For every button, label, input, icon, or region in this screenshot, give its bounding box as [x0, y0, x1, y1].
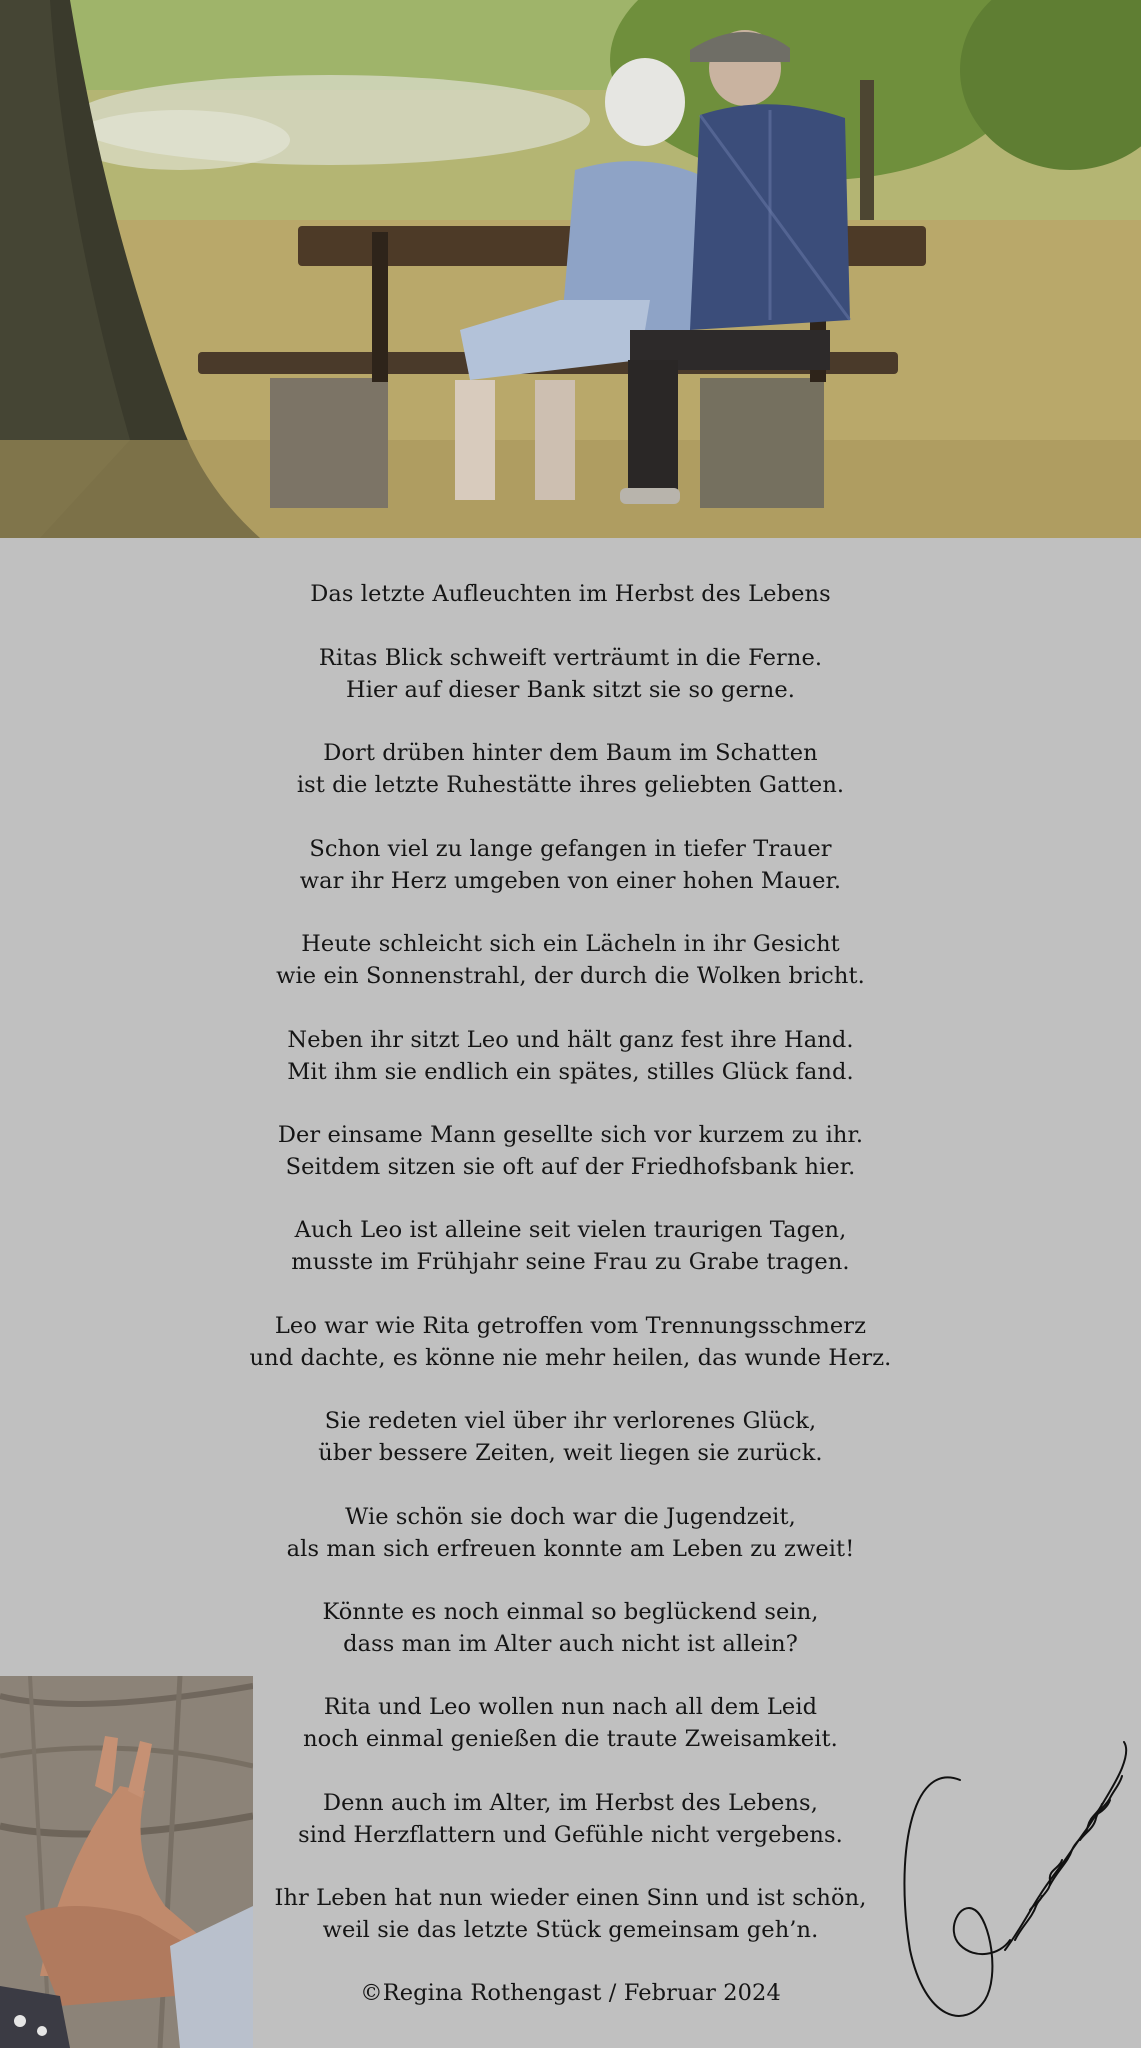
poem-line: Wie schön sie doch war die Jugendzeit, — [345, 1503, 796, 1530]
poem-line: Mit ihm sie endlich ein spätes, stilles Glück fand. — [287, 1058, 854, 1085]
poem-line: Dort drüben hinter dem Baum im Schatten — [323, 740, 818, 767]
poem-stanza-8 — [0, 1310, 1141, 1374]
hands-illustration — [0, 1676, 253, 2048]
signature-watermark — [890, 1720, 1135, 2040]
poem-stanza-4 — [0, 928, 1141, 992]
poem-stanza-3 — [0, 833, 1141, 897]
poem-stanza-7 — [0, 1214, 1141, 1278]
poem-line: Heute schleicht sich ein Lächeln in ihr Gesicht — [301, 931, 840, 958]
signature-logo — [890, 1720, 1135, 2040]
poem-line: Könnte es noch einmal so beglückend sein, — [322, 1598, 819, 1625]
poem-stanza-6 — [0, 1119, 1141, 1183]
poem-line: musste im Frühjahr seine Frau zu Grabe tragen. — [291, 1249, 850, 1276]
poem-line: sind Herzflattern und Gefühle nicht vergebens. — [298, 1821, 843, 1848]
poem-line: noch einmal genießen die traute Zweisamkeit. — [303, 1726, 838, 1753]
poem-line: Ihr Leben hat nun wieder einen Sinn und ist schön, — [274, 1885, 867, 1912]
poem-line: ist die letzte Ruhestätte ihres geliebten Gatten. — [296, 772, 845, 799]
poem-line: Der einsame Mann gesellte sich vor kurzem zu ihr. — [277, 1121, 864, 1148]
photo-hands-on-tree — [0, 1676, 253, 2048]
poem-line: Ritas Blick schweift verträumt in die Ferne. — [318, 645, 823, 671]
poem-line: dass man im Alter auch nicht ist allein? — [343, 1630, 798, 1657]
poem-stanza-5 — [0, 1024, 1141, 1088]
poem-line: Sie redeten viel über ihr verlorenes Glück, — [324, 1408, 817, 1435]
photo-elderly-couple-on-bench — [0, 0, 1141, 538]
poem-line: als man sich erfreuen konnte am Leben zu zweit! — [286, 1535, 855, 1562]
poem-line: Hier auf dieser Bank sitzt sie so gerne. — [345, 677, 796, 703]
poem-stanza-11 — [0, 1596, 1141, 1660]
poem-line: Rita und Leo wollen nun nach all dem Leid — [323, 1694, 818, 1721]
park-scene-illustration — [0, 0, 1141, 538]
poem-title: Das letzte Aufleuchten im Herbst des Lebens — [310, 581, 831, 607]
copyright-line: ©Regina Rothengast / Februar 2024 — [360, 1980, 781, 2007]
poem-line: und dachte, es könne nie mehr heilen, das wunde Herz. — [249, 1344, 892, 1371]
poem-line: Schon viel zu lange gefangen in tiefer Trauer — [309, 835, 832, 862]
poem-line: Seitdem sitzen sie oft auf der Friedhofsbank hier. — [285, 1153, 856, 1180]
poem-line: Leo war wie Rita getroffen vom Trennungsschmerz — [274, 1312, 867, 1339]
poem-line: über bessere Zeiten, weit liegen sie zurück. — [318, 1440, 823, 1467]
poem-line: wie ein Sonnenstrahl, der durch die Wolken bricht. — [276, 963, 865, 990]
poem-line: Auch Leo ist alleine seit vielen traurigen Tagen, — [294, 1217, 847, 1244]
poem-line: Denn auch im Alter, im Herbst des Lebens, — [323, 1789, 818, 1816]
poem-stanza-2 — [0, 737, 1141, 801]
poem-line: weil sie das letzte Stück gemeinsam geh’n. — [322, 1917, 819, 1944]
poem-line: Neben ihr sitzt Leo und hält ganz fest ihre Hand. — [287, 1026, 854, 1053]
poem-stanza-10 — [0, 1501, 1141, 1565]
poem-stanza-1 — [0, 642, 1141, 706]
poem-stanza-9 — [0, 1405, 1141, 1469]
poem-line: war ihr Herz umgeben von einer hohen Mauer. — [299, 867, 842, 894]
